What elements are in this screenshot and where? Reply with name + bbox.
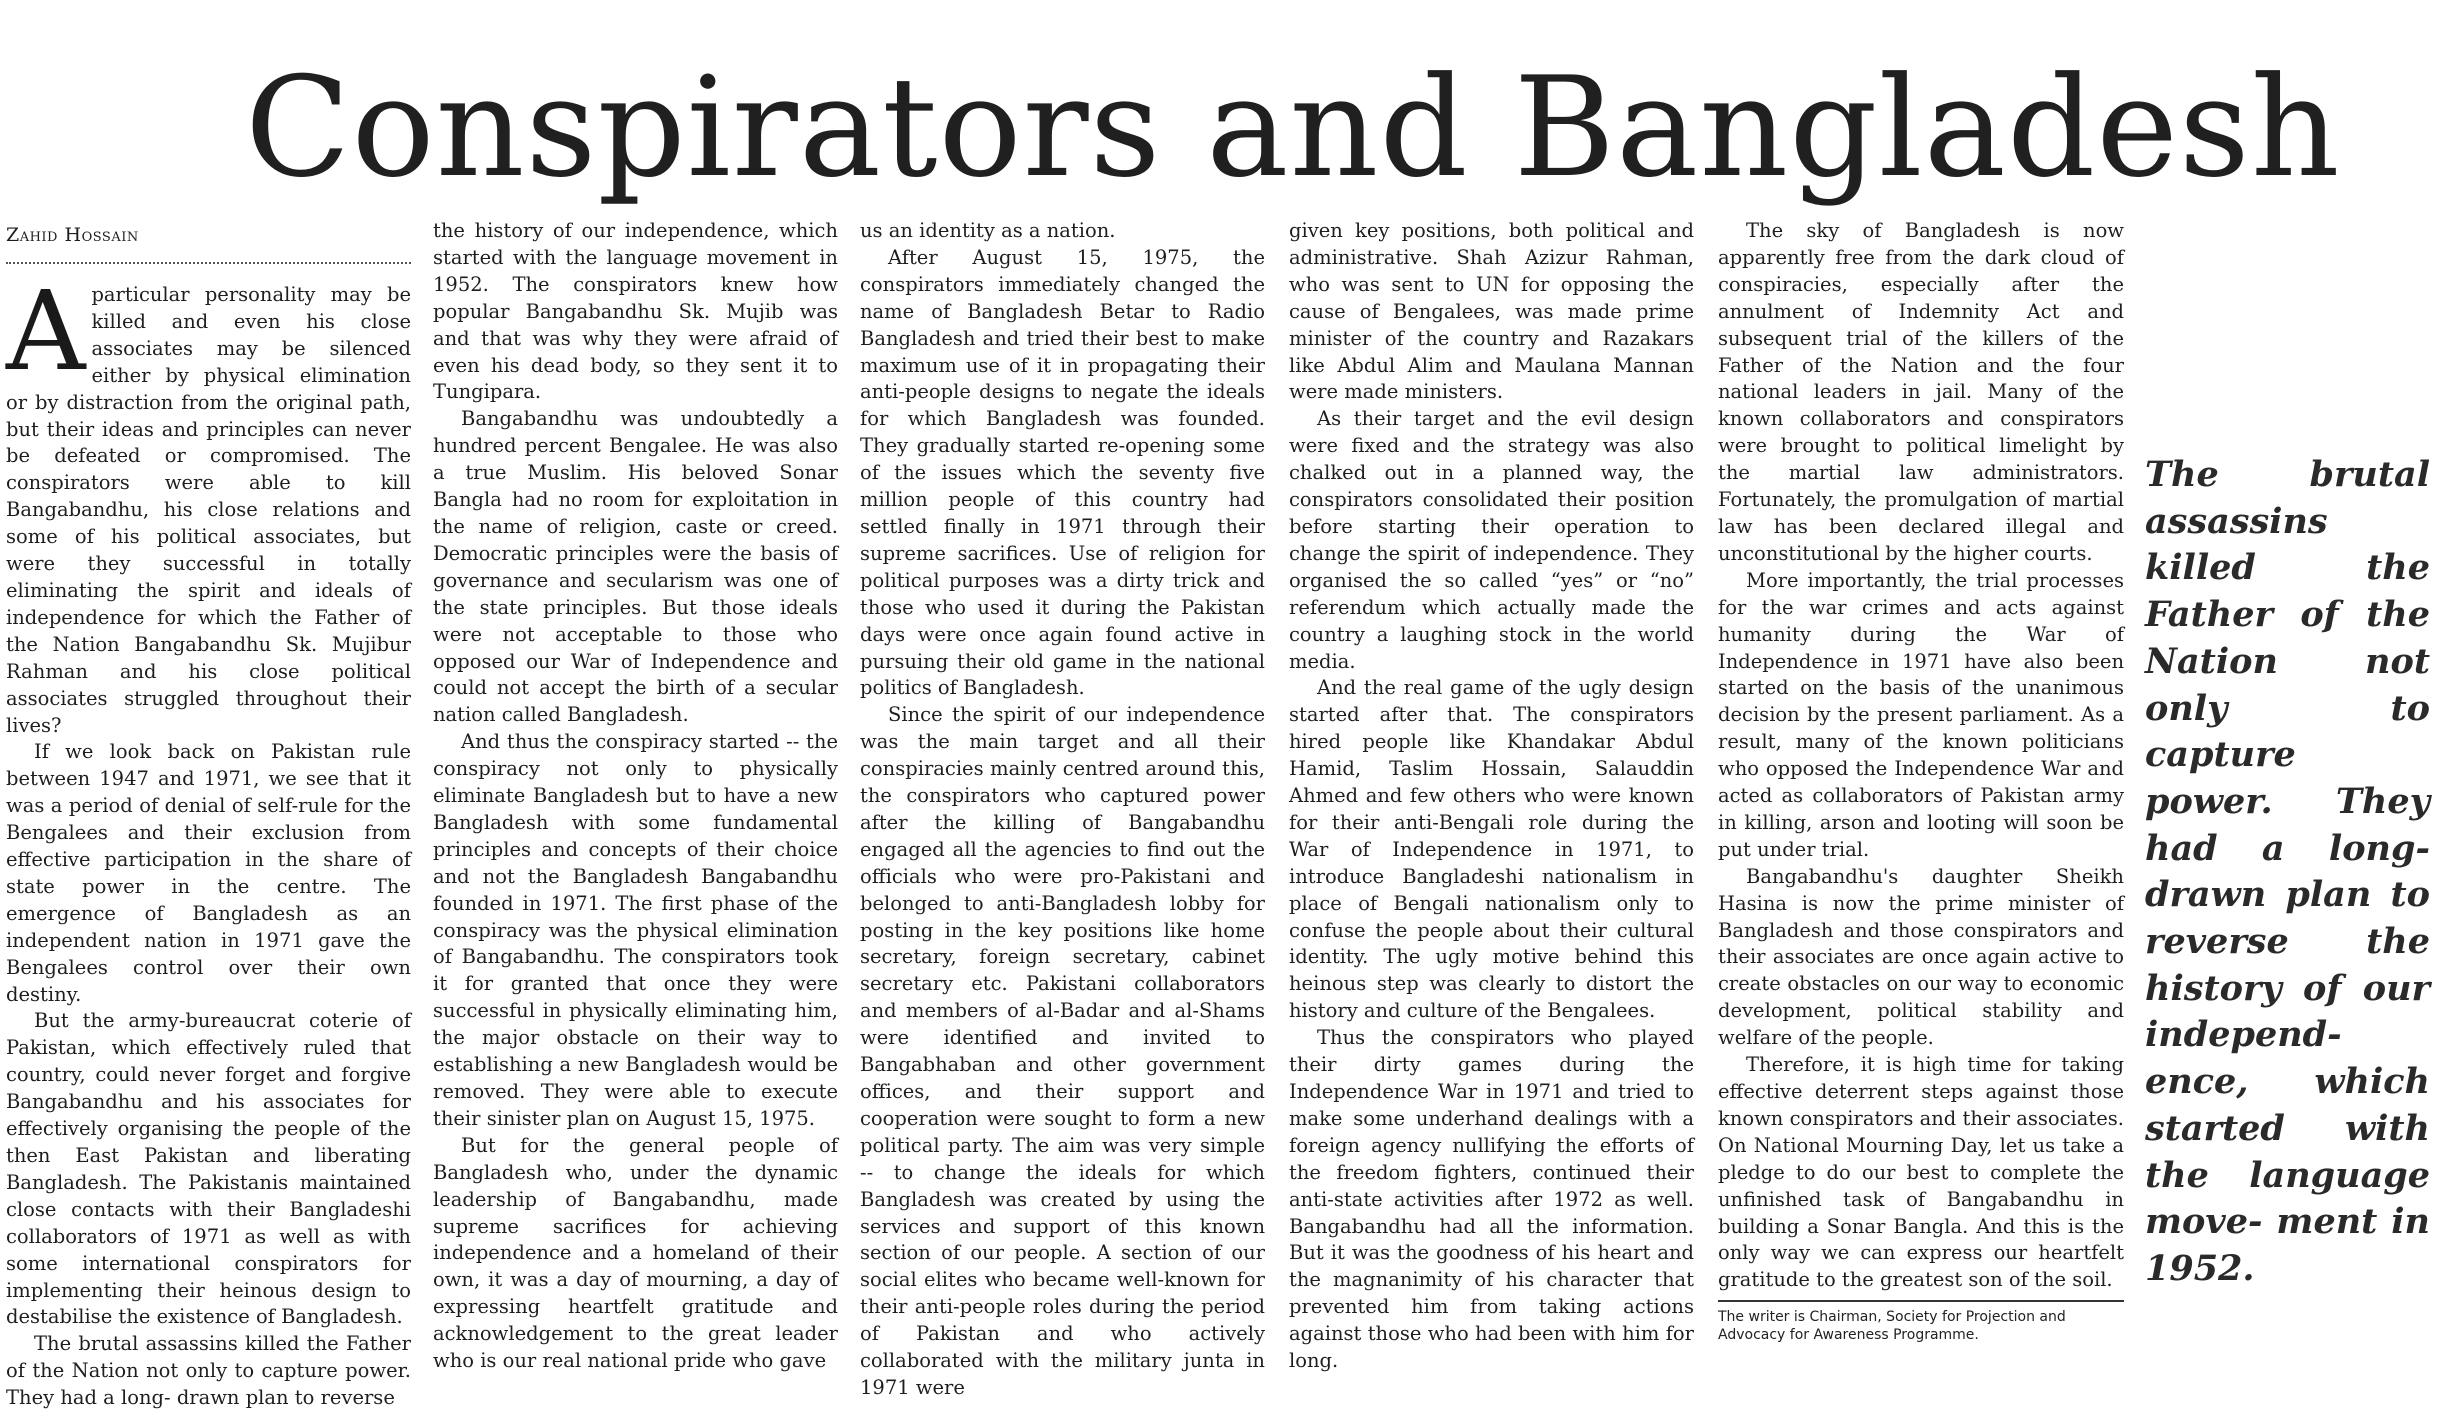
paragraph: Therefore, it is high time for taking effective deterrent steps against those known conspirators and their associates. On National Mourning Day, let us take a pledge to do our best to complete the unfinished task of Bangabandhu in building a Sonar Bangla. And this is the only way we can express our heartfelt gratitude to the greatest son of the soil. [1718, 1053, 2124, 1292]
article-column-1 [6, 218, 411, 1412]
paragraph: The sky of Bangladesh is now apparently free from the dark cloud of conspiracies, especially after the annulment of Indemnity Act and subsequent trial of the killers of the Father of the Nation and the four national leaders in jail. Many of the known collaborators and conspirators were brought to political limelight by the martial law administrators. Fortunately, the promulgation of martial law has been declared illegal and unconstitutional by the higher courts. [1718, 219, 2124, 565]
article-column-2 [433, 218, 838, 1375]
paragraph: As their target and the evil design were fixed and the strategy was also chalked out in a planned way, the conspirators consolidated their position before starting their operation to change the spirit of independence. They organised the so called “yes” or “no” referendum which actually made the country a laughing stock in the world media. [1289, 407, 1694, 673]
paragraph: Bangabandhu was undoubtedly a hundred percent Bengalee. He was also a true Muslim. His beloved Sonar Bangla had no room for exploitation in the name of religion, caste or creed. Democratic principles were the basis of governance and secularism was one of the state principles. But those ideals were not acceptable to those who opposed our War of Independence and could not accept the birth of a secular nation called Bangladesh. [433, 407, 838, 727]
article-column-4 [1289, 218, 1694, 1375]
paragraph: given key positions, both political and administrative. Shah Azizur Rahman, who was sent to UN for opposing the cause of Bengalees, was made prime minister of the country and Razakars like Abdul Alim and Maulana Mannan were made ministers. [1289, 219, 1694, 404]
paragraph: And the real game of the ugly design started after that. The conspirators hired people like Khandakar Abdul Hamid, Taslim Hossain, Salauddin Ahmed and few others who were known for their anti-Bengali role during the War of Independence in 1971, to introduce Bangladeshi nationalism in place of Bengali nationalism only to confuse the people about their cultural identity. The ugly motive behind this heinous step was clearly to distort the history and culture of the Bengalees. [1289, 676, 1694, 1023]
paragraph: Since the spirit of our independence was the main target and all their conspiracies mainly centred around this, the conspirators who captured power after the killing of Bangabandhu engaged all the agencies to find out the officials who were pro-Pakistani and belonged to anti-Bangladesh lobby for posting in the key positions like home secretary, foreign secretary, cabinet secretary etc. Pakistani collaborators and members of al-Badar and al-Shams were identified and invited to Bangabhaban and other government offices, and their support and cooperation were sought to form a new political party. The aim was very simple -- to change the ideals for which Bangladesh was created by using the services and support of this known section of our people. A section of our social elites who became well-known for their anti-people roles during the period of Pakistan and who actively collaborated with the military junta in 1971 were [860, 703, 1265, 1399]
paragraph: After August 15, 1975, the conspirators immediately changed the name of Bangladesh Betar to Radio Bangladesh and tried their best to make maximum use of it in propagating their anti-people designs to negate the ideals for which Bangladesh was founded. They gradually started re-opening some of the issues which the seventy five million people of this country had settled finally in 1971 through their supreme sacrifices. Use of religion for political purposes was a dirty trick and those who used it during the Pakistan days were once again found active in pursuing their old game in the national politics of Bangladesh. [860, 245, 1265, 700]
article-column-5 [1718, 218, 2124, 1294]
paragraph: Thus the conspirators who played their dirty games during the Independence War in 1971 and tried to make some underhand dealings with a foreign agency nullifying the efforts of the freedom fighters, continued their anti-state activities after 1972 as well. Bangabandhu had all the information. But it was the goodness of his heart and the magnanimity of his character that prevented him from taking actions against those who had been with him for long. [1289, 1026, 1694, 1373]
paragraph: And thus the conspiracy started -- the conspiracy not only to physically eliminate Bangladesh but to have a new Bangladesh with some fundamental principles and concepts of their choice and not the Bangladesh Bangabandhu founded in 1971. The first phase of the conspiracy was the physical elimination of Bangabandhu. The conspirators took it for granted that once they were successful in physically eliminating him, the major obstacle on their way to establishing a new Bangladesh would be removed. They were able to execute their sinister plan on August 15, 1975. [433, 730, 838, 1130]
paragraph: But for the general people of Bangladesh who, under the dynamic leadership of Bangabandhu, made supreme sacrifices for achieving independence and a homeland of their own, it was a day of mourning, a day of expressing heartfelt gratitude and acknowledgement to the great leader who is our real national pride who gave [433, 1133, 838, 1373]
paragraph-text: particular personality may be killed and even his close associates may be silenced either by physical elimination or by distraction from the original path, but their ideas and principles can never be defeated or compromised. The conspirators were able to kill Bangabandhu, his close relations and some of his political associates, but were they successful in totally eliminating the spirit and ideals of independence for which the Father of the Nation Bangabandhu Sk. Mujibur Rahman and his close political associates struggled throughout their lives? [6, 283, 411, 737]
pull-quote: The brutal assassins killed the Father of the Nation not only to capture power. They had a long- drawn plan to reverse the history of our independ- ence, which started with the language move- ment in 1952. [2145, 454, 2430, 1289]
headline: Conspirators and Bangladesh [245, 47, 2341, 208]
paragraph: the history of our independence, which started with the language movement in 1952. The conspirators knew how popular Bangabandhu Sk. Mujib was and that was why they were afraid of even his dead body, so they sent it to Tungipara. [433, 219, 838, 404]
byline: Zahid Hossain [6, 218, 411, 264]
paragraph: us an identity as a nation. [860, 219, 1116, 242]
paragraph [6, 267, 411, 739]
article-column-3 [860, 218, 1265, 1402]
paragraph: Bangabandhu's daughter Sheikh Hasina is now the prime minister of Bangladesh and those conspirators and their associates are once again active to create obstacles on our way to economic development, political stability and welfare of the people. [1718, 864, 2124, 1050]
paragraph: More importantly, the trial processes for the war crimes and acts against humanity during the War of Independence in 1971 have also been started on the basis of the unanimous decision by the present parliament. As a result, many of the known politicians who opposed the Independence War and acted as collaborators of Pakistan army in killing, arson and looting will soon be put under trial. [1718, 568, 2124, 861]
paragraph: But the army-bureaucrat coterie of Pakistan, which effectively ruled that country, could never forget and forgive Bangabandhu and his associates for effectively organising the people of the then East Pakistan and liberating Bangladesh. The Pakistanis maintained close contacts with their Bangladeshi collaborators of 1971 as well as with some international conspirators for implementing their heinous design to destabilise the existence of Bangladesh. [6, 1009, 411, 1329]
drop-cap: A [6, 267, 86, 395]
author-note: The writer is Chairman, Society for Projection and Advocacy for Awareness Programme. [1718, 1300, 2124, 1344]
paragraph: The brutal assassins killed the Father of the Nation not only to capture power. They had a long- drawn plan to reverse [6, 1332, 411, 1410]
paragraph: If we look back on Pakistan rule between 1947 and 1971, we see that it was a period of denial of self-rule for the Bengalees and their exclusion from effective participation in the share of state power in the centre. The emergence of Bangladesh as an independent nation in 1971 gave the Bengalees control over their own destiny. [6, 740, 411, 1006]
